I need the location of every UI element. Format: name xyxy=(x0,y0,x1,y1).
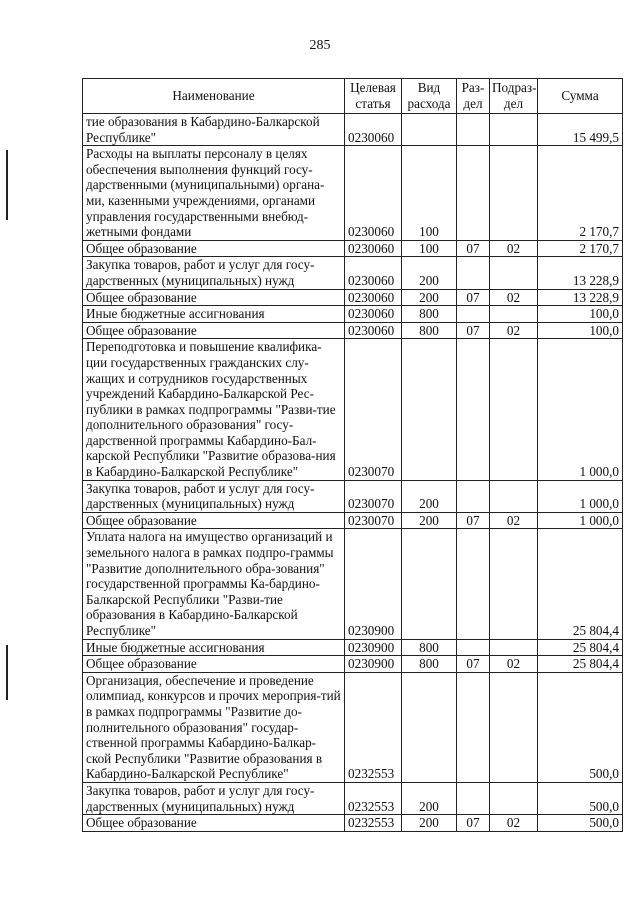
table-row xyxy=(83,512,623,529)
cell-name: Общее образование xyxy=(83,289,345,306)
cell-section xyxy=(457,306,490,323)
table-body xyxy=(83,114,623,832)
cell-subsection xyxy=(490,114,538,146)
table-row xyxy=(83,146,623,241)
header-section: Раз-дел xyxy=(457,79,490,114)
cell-section xyxy=(457,672,490,782)
cell-subsection: 02 xyxy=(490,322,538,339)
header-subsection: Подраз-дел xyxy=(490,79,538,114)
cell-type: 200 xyxy=(402,815,457,832)
page-number: 285 xyxy=(309,38,331,53)
cell-name: тие образования в Кабардино-Балкарской Республике" xyxy=(83,114,345,146)
cell-section xyxy=(457,114,490,146)
cell-sum: 25 804,4 xyxy=(538,639,623,656)
table-row xyxy=(83,672,623,782)
cell-section: 07 xyxy=(457,289,490,306)
margin-mark xyxy=(6,150,8,220)
cell-section xyxy=(457,529,490,639)
cell-target: 0230070 xyxy=(345,480,402,512)
table-row xyxy=(83,322,623,339)
cell-subsection xyxy=(490,639,538,656)
cell-name: Закупка товаров, работ и услуг для госу-дарственных (муниципальных) нужд xyxy=(83,257,345,289)
header-sum: Сумма xyxy=(538,79,623,114)
cell-section: 07 xyxy=(457,240,490,257)
margin-mark xyxy=(6,645,8,700)
cell-sum: 2 170,7 xyxy=(538,146,623,241)
cell-sum: 1 000,0 xyxy=(538,512,623,529)
table-row xyxy=(83,529,623,639)
cell-sum: 500,0 xyxy=(538,672,623,782)
cell-type xyxy=(402,529,457,639)
cell-type: 800 xyxy=(402,639,457,656)
table-row xyxy=(83,257,623,289)
cell-type: 200 xyxy=(402,257,457,289)
cell-name: Уплата налога на имущество организаций и земельного налога в рамках подпро-граммы "Развитие дополнительного обра-зования" государственной программы Ка-бардино-Балкарской Республики "Разви-тие образования в Кабардино-Балкарской Республике" xyxy=(83,529,345,639)
table-header-row xyxy=(83,79,623,114)
cell-name: Иные бюджетные ассигнования xyxy=(83,306,345,323)
cell-type xyxy=(402,672,457,782)
header-target: Целевая статья xyxy=(345,79,402,114)
table-row xyxy=(83,656,623,673)
cell-type: 800 xyxy=(402,306,457,323)
cell-section xyxy=(457,257,490,289)
cell-sum: 15 499,5 xyxy=(538,114,623,146)
cell-subsection: 02 xyxy=(490,512,538,529)
cell-target: 0230070 xyxy=(345,339,402,480)
cell-name: Общее образование xyxy=(83,322,345,339)
cell-target: 0230070 xyxy=(345,512,402,529)
table-row xyxy=(83,114,623,146)
cell-type: 200 xyxy=(402,512,457,529)
cell-sum: 500,0 xyxy=(538,815,623,832)
table-row xyxy=(83,289,623,306)
cell-section: 07 xyxy=(457,656,490,673)
cell-section xyxy=(457,480,490,512)
cell-section: 07 xyxy=(457,815,490,832)
cell-sum: 2 170,7 xyxy=(538,240,623,257)
cell-target: 0230060 xyxy=(345,257,402,289)
table-row xyxy=(83,815,623,832)
cell-target: 0230900 xyxy=(345,529,402,639)
cell-section: 07 xyxy=(457,512,490,529)
cell-subsection xyxy=(490,782,538,814)
cell-type: 100 xyxy=(402,146,457,241)
cell-sum: 100,0 xyxy=(538,306,623,323)
cell-sum: 13 228,9 xyxy=(538,289,623,306)
cell-name: Общее образование xyxy=(83,815,345,832)
cell-subsection: 02 xyxy=(490,289,538,306)
header-name: Наименование xyxy=(83,79,345,114)
cell-sum: 1 000,0 xyxy=(538,480,623,512)
cell-target: 0232553 xyxy=(345,782,402,814)
cell-sum: 13 228,9 xyxy=(538,257,623,289)
cell-target: 0232553 xyxy=(345,672,402,782)
header-type: Вид расхода xyxy=(402,79,457,114)
cell-type xyxy=(402,339,457,480)
cell-target: 0230060 xyxy=(345,240,402,257)
cell-section xyxy=(457,339,490,480)
table-row xyxy=(83,639,623,656)
cell-target: 0230060 xyxy=(345,114,402,146)
table-row xyxy=(83,782,623,814)
cell-subsection xyxy=(490,257,538,289)
cell-target: 0230900 xyxy=(345,656,402,673)
cell-type: 100 xyxy=(402,240,457,257)
cell-name: Закупка товаров, работ и услуг для госу-дарственных (муниципальных) нужд xyxy=(83,480,345,512)
cell-name: Закупка товаров, работ и услуг для госу-дарственных (муниципальных) нужд xyxy=(83,782,345,814)
cell-subsection: 02 xyxy=(490,815,538,832)
table-row xyxy=(83,306,623,323)
cell-sum: 1 000,0 xyxy=(538,339,623,480)
cell-target: 0230060 xyxy=(345,306,402,323)
cell-subsection xyxy=(490,529,538,639)
cell-type: 200 xyxy=(402,480,457,512)
cell-subsection xyxy=(490,306,538,323)
cell-sum: 500,0 xyxy=(538,782,623,814)
cell-name: Организация, обеспечение и проведение олимпиад, конкурсов и прочих мероприя-тий в рамках подпрограммы "Развитие до-полнительного образования" государ-ственной программы Кабардино-Балкар-ской Республики "Развитие образования в Кабардино-Балкарской Республике" xyxy=(83,672,345,782)
cell-subsection xyxy=(490,146,538,241)
cell-type xyxy=(402,114,457,146)
cell-type: 200 xyxy=(402,289,457,306)
cell-section: 07 xyxy=(457,322,490,339)
table-row xyxy=(83,240,623,257)
table-row xyxy=(83,480,623,512)
cell-target: 0230060 xyxy=(345,146,402,241)
cell-name: Переподготовка и повышение квалифика-ции государственных гражданских слу-жащих и сотрудников государственных учреждений Кабардино-Балкарской Рес-публики в рамках подпрограммы "Разви-тие дополнительного образования" госу-дарственной программы Кабардино-Бал-карской Республики "Развитие образова-ния в Кабардино-Балкарской Республике" xyxy=(83,339,345,480)
cell-name: Расходы на выплаты персоналу в целях обеспечения выполнения функций госу-дарственными (муниципальными) органа-ми, казенными учреждениями, органами управления государственными внебюд-жетными фондами xyxy=(83,146,345,241)
cell-subsection: 02 xyxy=(490,240,538,257)
cell-subsection xyxy=(490,672,538,782)
cell-subsection xyxy=(490,339,538,480)
cell-section xyxy=(457,782,490,814)
cell-subsection: 02 xyxy=(490,656,538,673)
cell-name: Общее образование xyxy=(83,240,345,257)
cell-name: Иные бюджетные ассигнования xyxy=(83,639,345,656)
cell-target: 0230060 xyxy=(345,322,402,339)
cell-section xyxy=(457,146,490,241)
cell-section xyxy=(457,639,490,656)
cell-type: 800 xyxy=(402,656,457,673)
cell-sum: 25 804,4 xyxy=(538,656,623,673)
budget-table xyxy=(82,78,623,832)
table-row xyxy=(83,339,623,480)
cell-name: Общее образование xyxy=(83,512,345,529)
cell-type: 800 xyxy=(402,322,457,339)
cell-subsection xyxy=(490,480,538,512)
cell-sum: 25 804,4 xyxy=(538,529,623,639)
cell-target: 0230900 xyxy=(345,639,402,656)
cell-name: Общее образование xyxy=(83,656,345,673)
cell-type: 200 xyxy=(402,782,457,814)
cell-sum: 100,0 xyxy=(538,322,623,339)
cell-target: 0230060 xyxy=(345,289,402,306)
cell-target: 0232553 xyxy=(345,815,402,832)
